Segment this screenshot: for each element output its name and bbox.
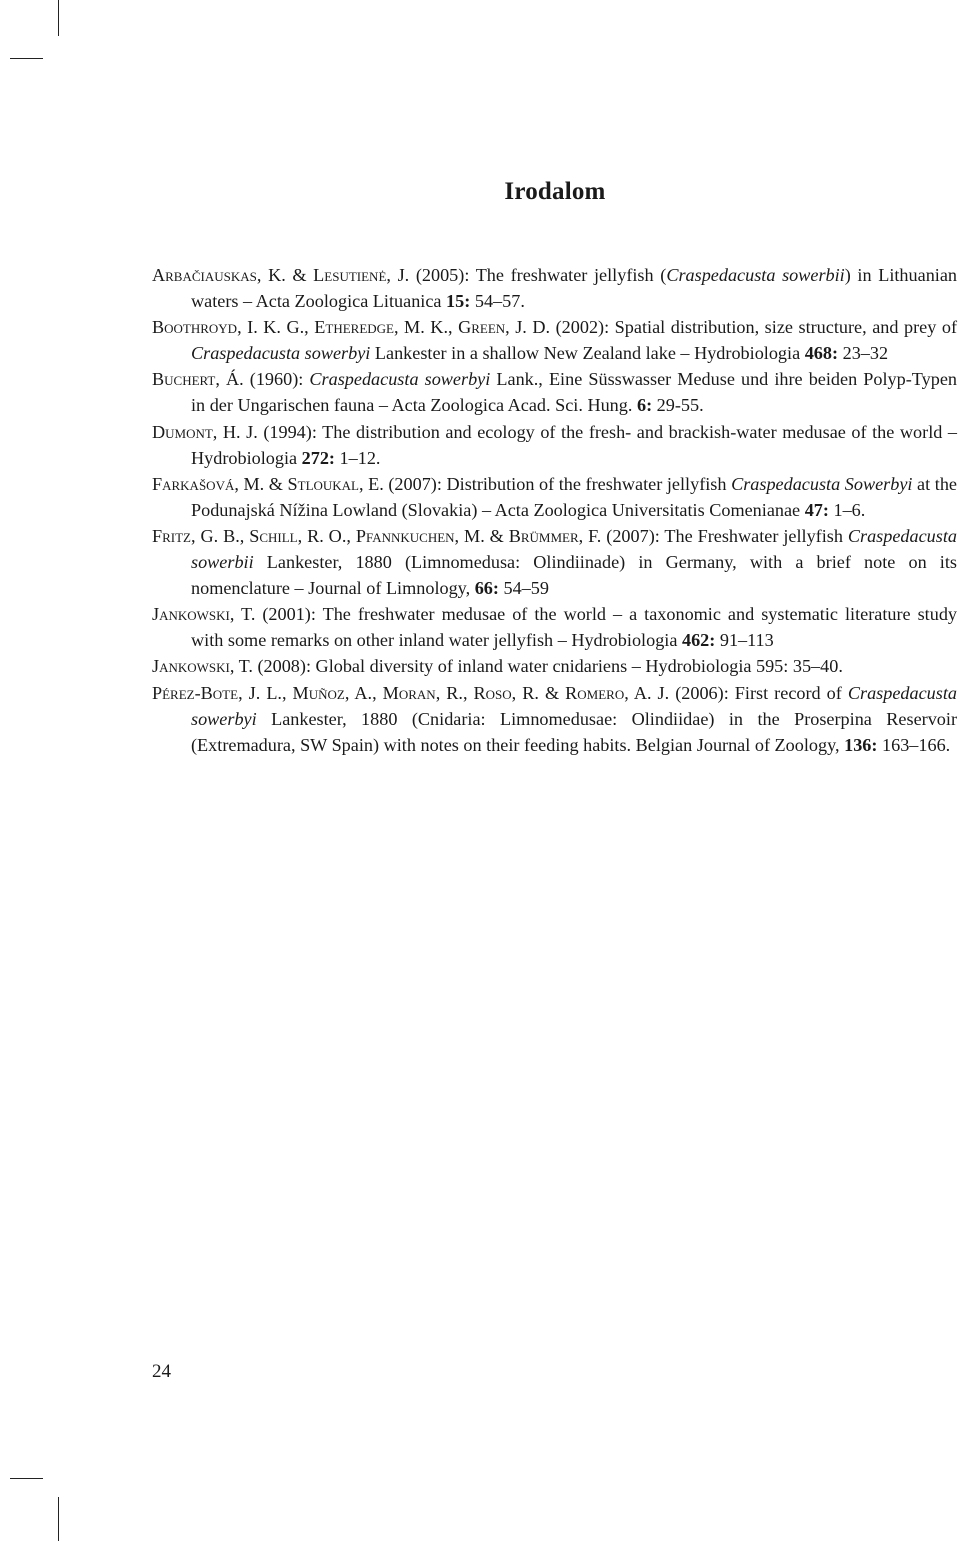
reference-text: at the Podunajská Nížina Lowland (Slovakia) – Acta Zoologica Universitatis Comenianae [191,473,957,520]
reference-authors: Jankowski, T. [152,656,253,677]
crop-mark-top-horizontal [10,58,43,59]
reference-species: Craspedacusta Sowerbyi [731,473,913,494]
page-title: Irodalom [504,178,606,205]
reference-pages: 1–12. [334,447,381,468]
reference-authors: Boothroyd, I. K. G., Etheredge, M. K., Green, J. D. [152,317,551,338]
reference-authors: Dumont, H. J. [152,421,258,442]
reference-text: (2007): The Freshwater jellyfish [601,525,848,546]
reference-text: Lankester, 1880 (Cnidaria: Limnomedusae: Olindiidae) in the Proserpina Reservoir (Extremadura, SW Spain) with notes on their feeding habits. Belgian Journal of Zoology, [191,708,957,755]
reference-text: ) in Lithuanian waters – Acta Zoologica Lituanica [191,265,958,312]
reference-text: Lankester in a shallow New Zealand lake – Hydrobiologia [370,343,805,364]
reference-volume: 136: [844,734,878,755]
reference-species: Craspedacusta sowerbii [191,525,957,573]
reference-item [152,262,957,314]
reference-authors: Jankowski, T. [152,604,256,625]
reference-item [152,680,957,758]
reference-item [152,419,957,471]
reference-text: (2001): The freshwater medusae of the world – a taxonomic and systematic literature study with some remarks on other inland water jellyfish – Hydrobiologia [191,604,958,651]
reference-volume: 462: [681,630,716,651]
reference-item [152,523,957,601]
reference-pages: 91–113 [715,630,774,651]
reference-authors: Buchert, Á. [152,369,244,390]
reference-pages: 29-55. [652,395,704,416]
reference-authors: Farkašová, M. & Stloukal, E. [152,473,384,494]
reference-authors: Fritz, G. B., Schill, R. O., Pfannkuchen, M. & Brümmer, F. [152,525,602,546]
reference-species: Craspedacusta sowerbyi [191,343,371,364]
reference-pages: 163–166. [877,734,951,755]
reference-text: (2008): Global diversity of inland water cnidariens – Hydrobiologia 595: 35–40. [252,656,843,677]
crop-mark-top-vertical [58,0,59,36]
reference-text: (2002): Spatial distribution, size structure, and prey of [550,317,957,338]
reference-authors: Arbačiauskas, K. & Lesutienė, J. [152,265,410,285]
reference-volume: 66: [474,578,499,599]
reference-pages: 54–57. [470,291,525,312]
reference-list [152,262,957,758]
reference-pages: 23–32 [838,343,889,364]
reference-volume: 272: [301,447,335,468]
reference-species: Craspedacusta sowerbii [666,265,845,285]
reference-pages: 1–6. [828,499,866,520]
reference-text: (2005): The freshwater jellyfish ( [409,265,667,285]
reference-volume: 47: [804,499,829,520]
page-number: 24 [152,1361,171,1382]
reference-species: Craspedacusta sowerbyi [191,682,957,729]
reference-text: (1994): The distribution and ecology of the fresh- and brackish-water medusae of the world – Hydrobiologia [191,421,957,468]
reference-item [152,653,957,679]
reference-authors: Pérez-Bote, J. L., Muñoz, A., Moran, R., Roso, R. & Romero, A. J. [152,682,670,703]
crop-mark-bottom-vertical [58,1497,59,1541]
reference-volume: 6: [636,395,653,416]
reference-text: (2006): First record of [669,682,848,703]
reference-item [152,601,957,653]
reference-volume: 15: [446,291,471,312]
reference-pages: 54–59 [498,578,549,599]
reference-text: Lank., Eine Süsswasser Meduse und ihre beiden Polyp-Typen in der Ungarischen fauna – Acta Zoologica Acad. Sci. Hung. [191,369,957,416]
reference-item [152,314,957,366]
crop-mark-bottom-horizontal [10,1478,43,1479]
reference-item [152,471,957,523]
reference-item [152,366,957,418]
reference-text: (1960): [243,369,310,390]
reference-text: (2007): Distribution of the freshwater jellyfish [383,473,732,494]
reference-text: Lankester, 1880 (Limnomedusa: Olindiinade) in Germany, with a brief note on its nomenclature – Journal of Limnology, [191,552,957,599]
reference-species: Craspedacusta sowerbyi [309,369,491,390]
reference-volume: 468: [804,343,839,364]
